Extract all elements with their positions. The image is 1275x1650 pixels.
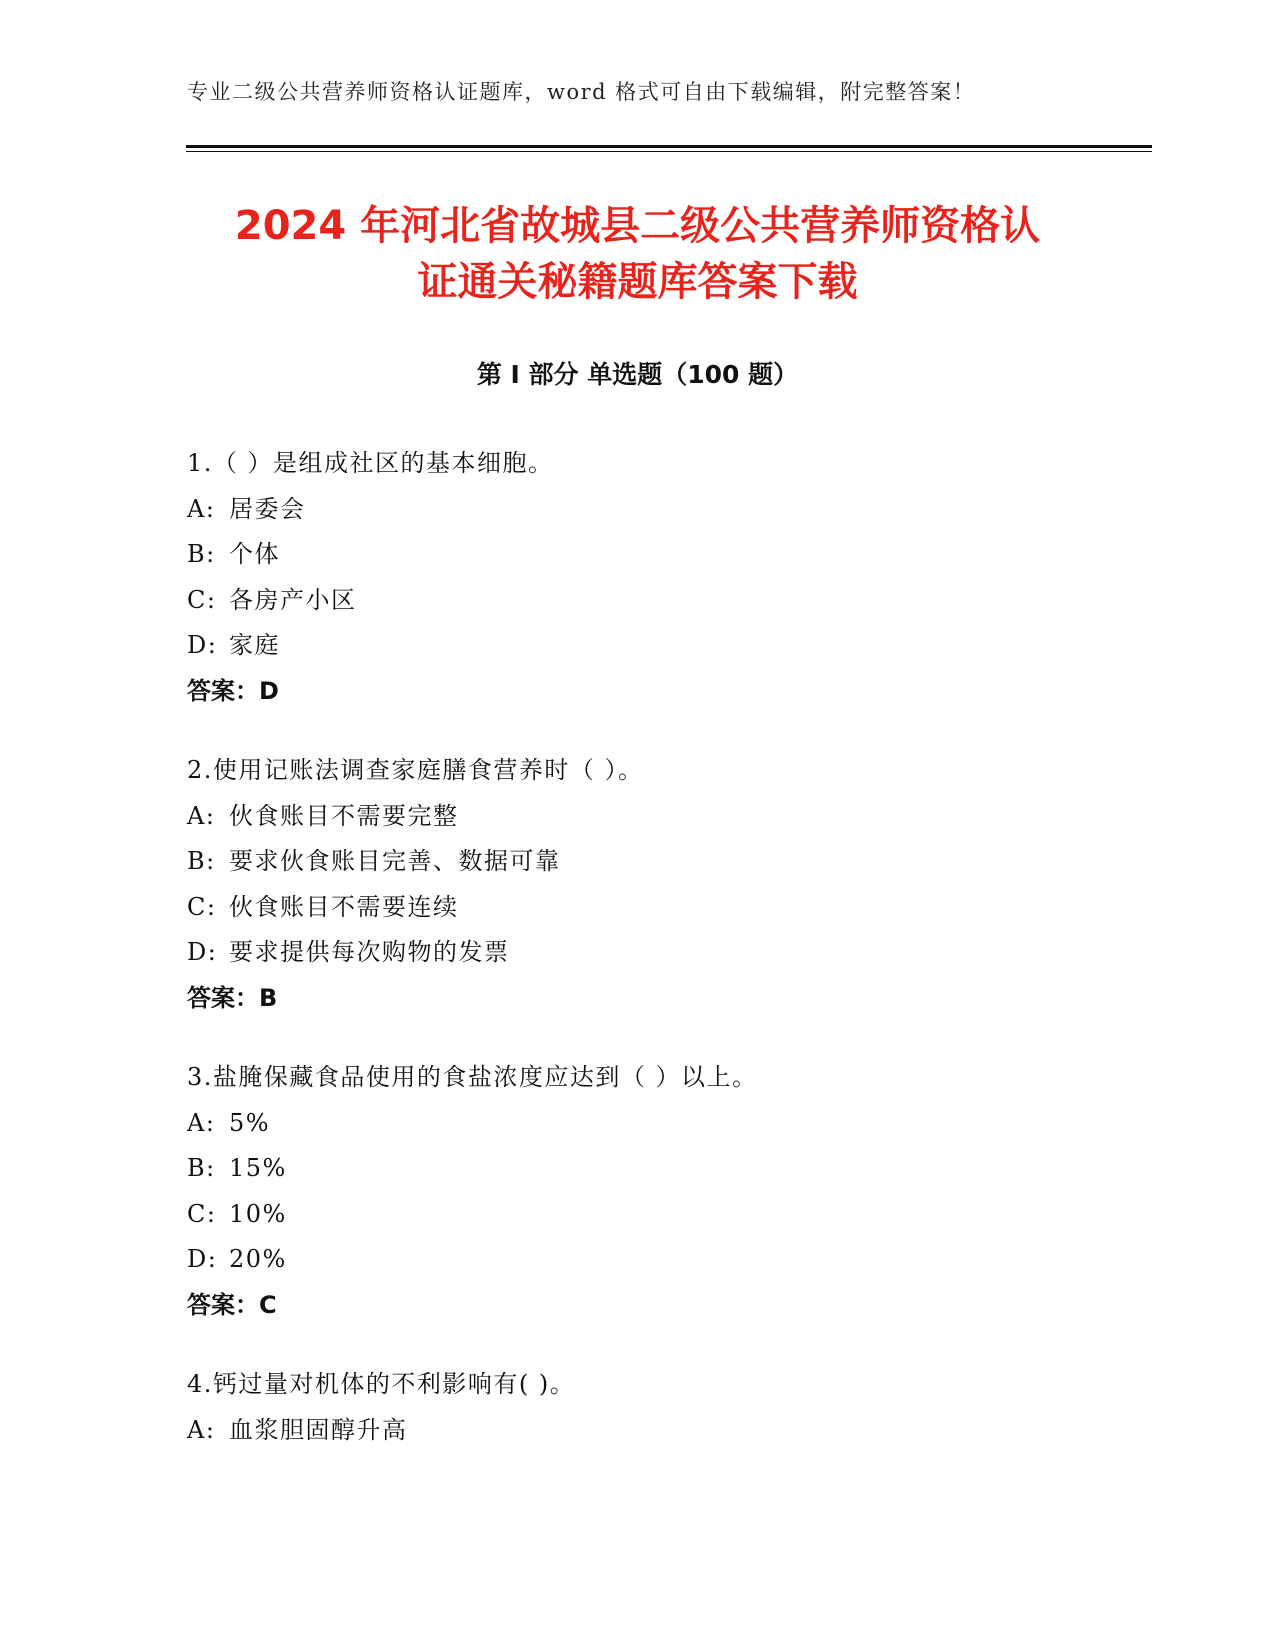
answer-value: B [259, 983, 278, 1012]
answer-line [187, 669, 1147, 715]
answer-value: C [259, 1290, 277, 1319]
option-a [187, 1408, 1147, 1454]
option-text: 要求提供每次购物的发票 [229, 938, 510, 966]
answer-label: 答案： [187, 1290, 259, 1319]
option-d [187, 1237, 1147, 1283]
header-rule-thin [186, 151, 1152, 152]
option-b [187, 532, 1147, 578]
question-list [187, 441, 1147, 1487]
option-a [187, 487, 1147, 533]
section-title: 第 I 部分 单选题（100 题） [476, 360, 799, 389]
option-c [187, 578, 1147, 624]
option-key: D: [187, 631, 218, 659]
option-c [187, 1192, 1147, 1238]
option-text: 血浆胆固醇升高 [229, 1415, 408, 1444]
option-key: D: [187, 938, 218, 966]
option-text: 10% [229, 1199, 287, 1228]
option-d [187, 930, 1147, 976]
option-key: C: [187, 1199, 217, 1228]
answer-label: 答案： [187, 983, 259, 1012]
option-a [187, 794, 1147, 840]
answer-value: D [259, 676, 279, 705]
question-1 [187, 441, 1147, 714]
option-key: D: [187, 1245, 218, 1273]
question-3 [187, 1055, 1147, 1328]
option-key: A: [187, 494, 216, 523]
option-key: B: [187, 540, 216, 568]
option-d [187, 623, 1147, 669]
option-a [187, 1101, 1147, 1147]
option-text: 居委会 [229, 494, 306, 523]
question-stem: 1.（ ）是组成社区的基本细胞。 [187, 449, 554, 477]
option-text: 个体 [229, 540, 280, 568]
question-stem: 2.使用记账法调查家庭膳食营养时（ ）。 [187, 756, 644, 784]
answer-line [187, 976, 1147, 1022]
option-b [187, 839, 1147, 885]
option-text: 伙食账目不需要完整 [229, 801, 459, 830]
header-note: 专业二级公共营养师资格认证题库，word 格式可自由下载编辑，附完整答案！ [187, 80, 976, 104]
answer-label: 答案： [187, 676, 259, 705]
question-2 [187, 748, 1147, 1021]
header-rule-thick [186, 145, 1152, 148]
option-key: A: [187, 801, 216, 830]
option-text: 20% [229, 1245, 287, 1273]
option-text: 15% [229, 1154, 287, 1182]
option-key: C: [187, 585, 217, 614]
option-key: C: [187, 892, 217, 921]
option-text: 伙食账目不需要连续 [229, 892, 459, 921]
title-line-1: 2024 年河北省故城县二级公共营养师资格认 [234, 203, 1041, 249]
document-title [150, 198, 1125, 310]
option-c [187, 885, 1147, 931]
option-b [187, 1146, 1147, 1192]
option-text: 家庭 [229, 631, 280, 659]
option-text: 各房产小区 [229, 585, 357, 614]
option-text: 5% [229, 1108, 271, 1137]
title-line-2: 证通关秘籍题库答案下载 [417, 259, 858, 305]
question-stem: 4.钙过量对机体的不利影响有( )。 [187, 1370, 576, 1398]
question-4 [187, 1362, 1147, 1453]
option-key: A: [187, 1108, 216, 1137]
option-key: B: [187, 1154, 216, 1182]
option-key: B: [187, 847, 216, 875]
question-stem: 3.盐腌保藏食品使用的食盐浓度应达到（ ）以上。 [187, 1063, 758, 1091]
answer-line [187, 1283, 1147, 1329]
option-text: 要求伙食账目完善、数据可靠 [229, 847, 561, 875]
option-key: A: [187, 1415, 216, 1444]
